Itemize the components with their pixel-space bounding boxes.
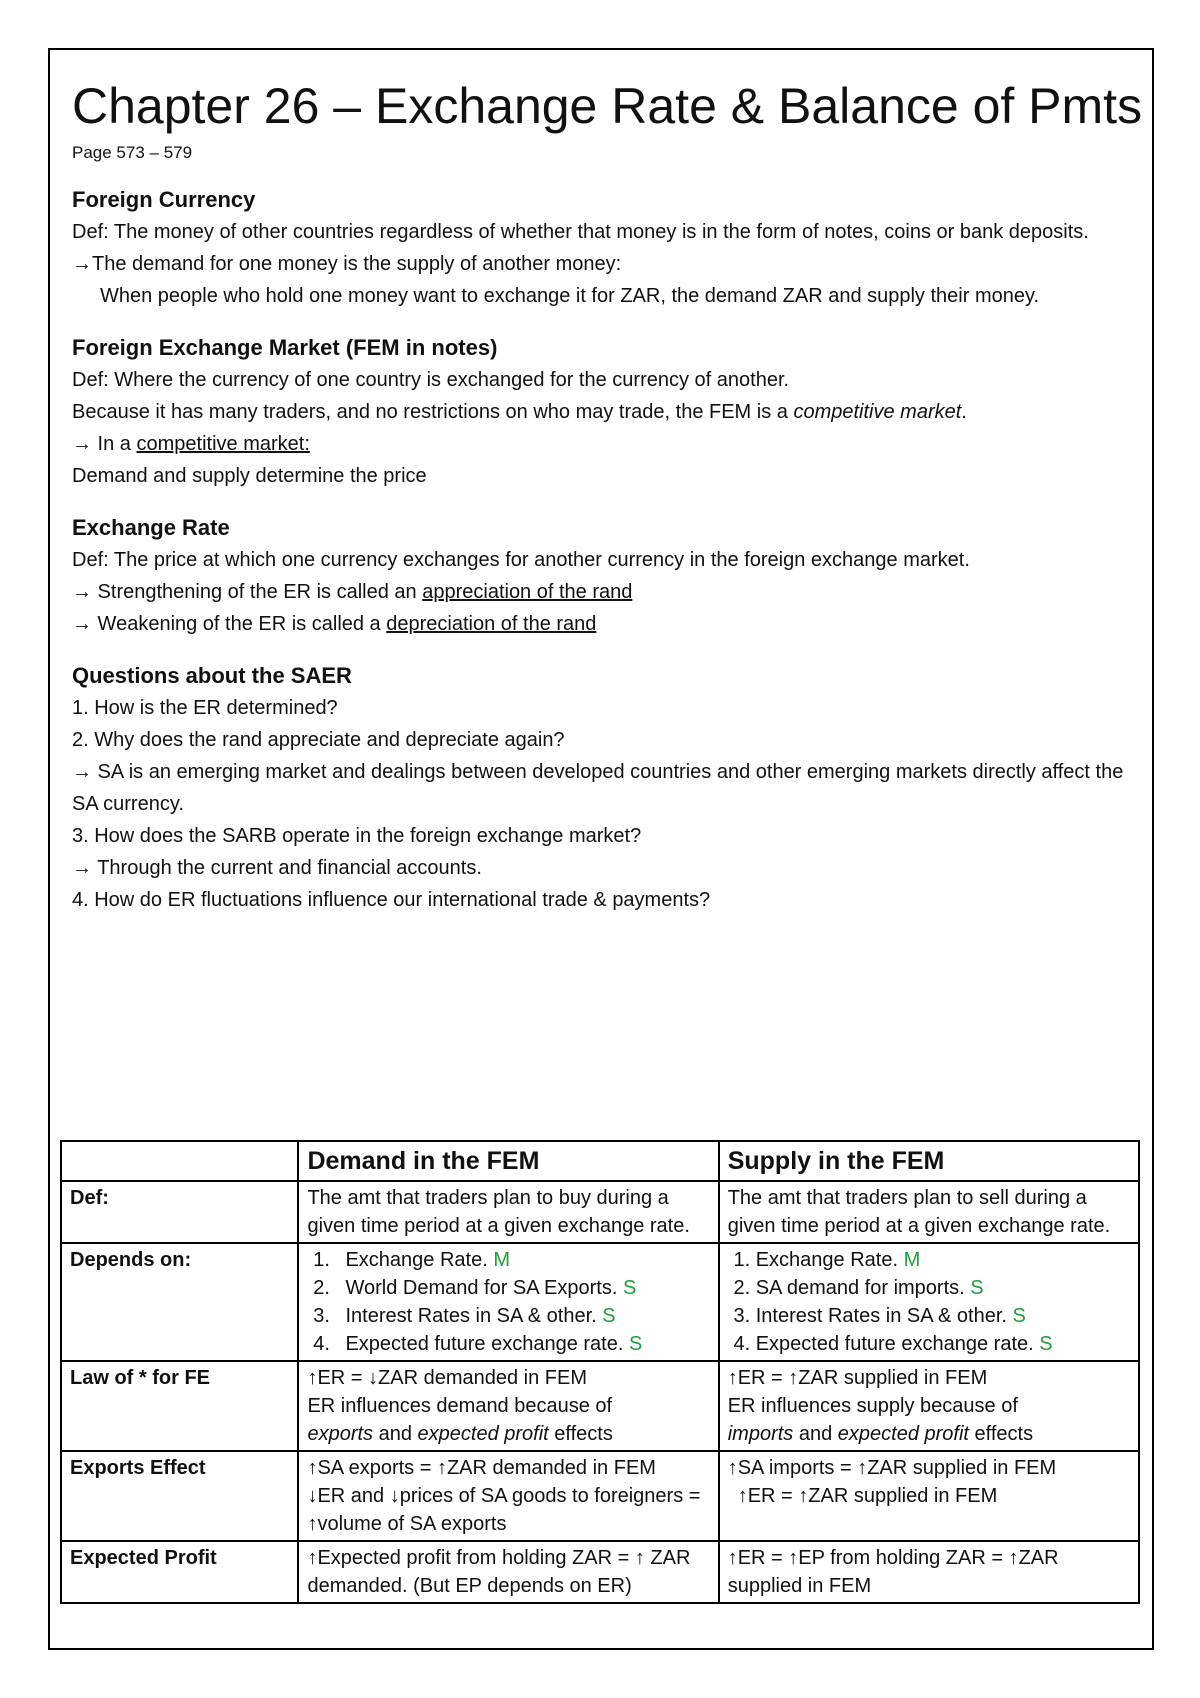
fc-detail: When people who hold one money want to exchange it for ZAR, the demand ZAR and supply their money. [100, 285, 1040, 307]
row-label-depends: Depends on: [61, 1243, 298, 1361]
cell-exports-supply: ↑SA imports = ↑ZAR supplied in FEM ↑ER = ↑ZAR supplied in FEM [719, 1451, 1139, 1541]
document-body [72, 74, 1152, 916]
er-depreciation: → Weakening of the ER is called a depreciation of the rand [72, 613, 597, 635]
question-line: 4. How do ER fluctuations influence our international trade & payments? [72, 889, 711, 911]
table-header-demand: Demand in the FEM [298, 1141, 718, 1181]
cell-depends-supply [719, 1243, 1139, 1361]
section-foreign-currency [72, 184, 1152, 312]
row-label-profit: Expected Profit [61, 1541, 298, 1603]
list-item: 4. Expected future exchange rate. S [335, 1330, 709, 1358]
list-item: 2. World Demand for SA Exports. S [335, 1274, 709, 1302]
section-questions [72, 660, 1152, 916]
heading-foreign-currency: Foreign Currency [72, 187, 256, 212]
heading-fem: Foreign Exchange Market (FEM in notes) [72, 335, 498, 360]
list-item: 2. SA demand for imports. S [756, 1274, 1130, 1302]
page-range: Page 573 – 579 [72, 143, 193, 162]
fem-definition: Def: Where the currency of one country is exchanged for the currency of another. [72, 369, 790, 391]
cell-exports-demand: ↑SA exports = ↑ZAR demanded in FEM ↓ER and ↓prices of SA goods to foreigners = ↑volume of SA exports [298, 1451, 718, 1541]
list-item: 1. Exchange Rate. M [756, 1246, 1130, 1274]
question-line: 2. Why does the rand appreciate and depreciate again? [72, 729, 565, 751]
table-row [61, 1451, 1139, 1541]
fc-arrow: →The demand for one money is the supply of another money: [72, 253, 622, 275]
list-item: 1. Exchange Rate. M [335, 1246, 709, 1274]
question-line: 3. How does the SARB operate in the foreign exchange market? [72, 825, 642, 847]
heading-exchange-rate: Exchange Rate [72, 515, 230, 540]
question-line: 1. How is the ER determined? [72, 697, 338, 719]
cell-law-demand: ↑ER = ↓ZAR demanded in FEM ER influences demand because of exports and expected profit effects [298, 1361, 718, 1451]
cell-profit-demand: ↑Expected profit from holding ZAR = ↑ ZAR demanded. (But EP depends on ER) [298, 1541, 718, 1603]
heading-questions: Questions about the SAER [72, 663, 352, 688]
fem-table [60, 1140, 1140, 1604]
fem-competitive: Because it has many traders, and no restrictions on who may trade, the FEM is a competitive market. [72, 401, 967, 423]
section-exchange-rate [72, 512, 1152, 640]
table-row [61, 1243, 1139, 1361]
cell-profit-supply: ↑ER = ↑EP from holding ZAR = ↑ZAR supplied in FEM [719, 1541, 1139, 1603]
row-label-exports: Exports Effect [61, 1451, 298, 1541]
cell-depends-demand [298, 1243, 718, 1361]
cell-def-supply: The amt that traders plan to sell during a given time period at a given exchange rate. [719, 1181, 1139, 1243]
fem-price: Demand and supply determine the price [72, 465, 427, 487]
list-item: 4. Expected future exchange rate. S [756, 1330, 1130, 1358]
table-row [61, 1181, 1139, 1243]
table-header-empty [61, 1141, 298, 1181]
question-line: → SA is an emerging market and dealings between developed countries and other emerging markets directly affect the SA currency. [72, 761, 1124, 815]
fc-definition: Def: The money of other countries regardless of whether that money is in the form of notes, coins or bank deposits. [72, 221, 1089, 243]
table-header-supply: Supply in the FEM [719, 1141, 1139, 1181]
list-item: 3. Interest Rates in SA & other. S [756, 1302, 1130, 1330]
fem-arrow: → In a competitive market: [72, 433, 310, 455]
row-label-def: Def: [61, 1181, 298, 1243]
table-row [61, 1361, 1139, 1451]
er-appreciation: → Strengthening of the ER is called an appreciation of the rand [72, 581, 633, 603]
table-header-row [61, 1141, 1139, 1181]
row-label-law: Law of * for FE [61, 1361, 298, 1451]
table-row [61, 1541, 1139, 1603]
section-fem [72, 332, 1152, 492]
question-line: → Through the current and financial accounts. [72, 857, 482, 879]
cell-law-supply: ↑ER = ↑ZAR supplied in FEM ER influences supply because of imports and expected profit effects [719, 1361, 1139, 1451]
cell-def-demand: The amt that traders plan to buy during a given time period at a given exchange rate. [298, 1181, 718, 1243]
page-title: Chapter 26 – Exchange Rate & Balance of Pmts [72, 78, 1143, 134]
er-definition: Def: The price at which one currency exchanges for another currency in the foreign exchange market. [72, 549, 970, 571]
list-item: 3. Interest Rates in SA & other. S [335, 1302, 709, 1330]
